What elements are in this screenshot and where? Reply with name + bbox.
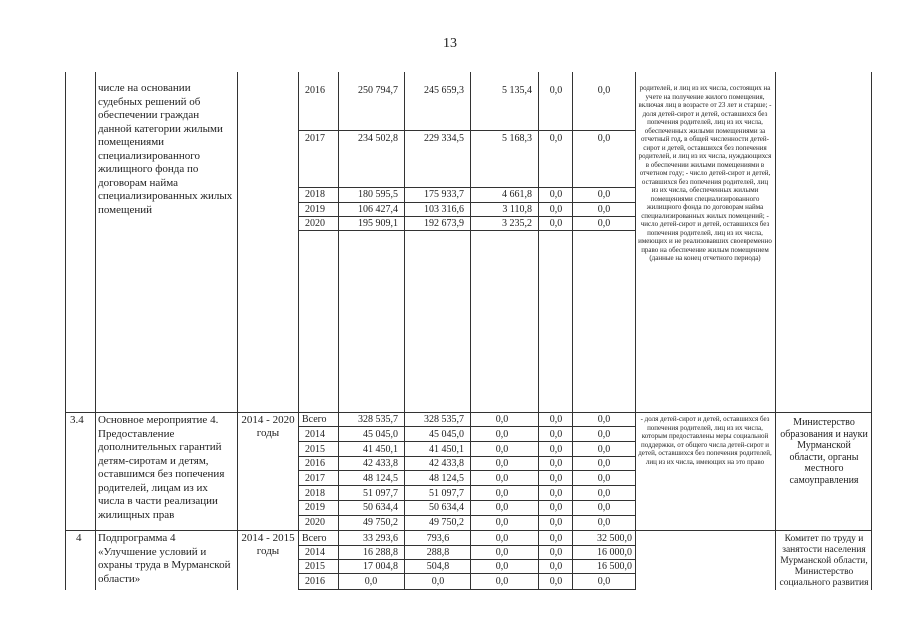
column-divider (775, 72, 776, 590)
regional-budget-cell: 103 316,6 (424, 204, 464, 215)
column-divider (470, 72, 471, 590)
regional-budget-cell: 48 124,5 (429, 473, 464, 484)
total-cell: 50 634,4 (363, 502, 398, 513)
total-cell: 328 535,7 (358, 414, 398, 425)
responsible-executor: Комитет по труду и занятости населения Мурманской области, Министерство социального развития (779, 534, 869, 588)
year-cell: Всего (302, 414, 327, 425)
federal-budget-cell: 0,0 (495, 414, 509, 425)
column-divider (635, 72, 636, 590)
year-cell: 2015 (305, 561, 325, 572)
regional-budget-cell: 45 045,0 (429, 429, 464, 440)
local-budget-cell: 0,0 (549, 458, 563, 469)
table-border-bottom (298, 589, 635, 590)
subprogram-description: Подпрограмма 4 «Улучшение условий и охраны труда в Мурманской области» (98, 532, 231, 585)
federal-budget-cell: 0,0 (495, 458, 509, 469)
total-cell: 0,0 (364, 576, 378, 587)
other-sources-cell: 0,0 (597, 414, 611, 425)
row-divider (298, 559, 635, 560)
federal-budget-cell: 0,0 (495, 533, 509, 544)
year-cell: Всего (302, 533, 327, 544)
column-divider (572, 72, 573, 590)
federal-budget-cell: 0,0 (495, 502, 509, 513)
row-divider (298, 470, 635, 471)
regional-budget-cell: 229 334,5 (424, 133, 464, 144)
total-cell: 17 004,8 (363, 561, 398, 572)
federal-budget-cell: 0,0 (495, 576, 509, 587)
local-budget-cell: 0,0 (549, 517, 563, 528)
local-budget-cell: 0,0 (549, 414, 563, 425)
row-divider (298, 130, 635, 131)
other-sources-cell: 0,0 (597, 133, 611, 144)
row-divider (298, 485, 635, 486)
total-cell: 106 427,4 (358, 204, 398, 215)
column-divider (298, 72, 299, 590)
federal-budget-cell: 0,0 (495, 561, 509, 572)
local-budget-cell: 0,0 (549, 218, 563, 229)
section-divider (65, 530, 872, 531)
year-cell: 2020 (305, 218, 325, 229)
column-divider (237, 72, 238, 590)
row-divider (298, 441, 635, 442)
total-cell: 51 097,7 (363, 488, 398, 499)
year-cell: 2014 (305, 547, 325, 558)
regional-budget-cell: 793,6 (426, 533, 450, 544)
regional-budget-cell: 42 433,8 (429, 458, 464, 469)
row-divider (298, 573, 635, 574)
row-divider (298, 187, 635, 188)
regional-budget-cell: 504,8 (426, 561, 450, 572)
local-budget-cell: 0,0 (549, 502, 563, 513)
year-cell: 2017 (305, 133, 325, 144)
federal-budget-cell: 5 135,4 (502, 85, 532, 96)
total-cell: 234 502,8 (358, 133, 398, 144)
other-sources-cell: 0,0 (597, 473, 611, 484)
local-budget-cell: 0,0 (549, 444, 563, 455)
total-cell: 180 595,5 (358, 189, 398, 200)
year-cell: 2019 (305, 502, 325, 513)
local-budget-cell: 0,0 (549, 576, 563, 587)
federal-budget-cell: 3 110,8 (502, 204, 532, 215)
column-divider (404, 72, 405, 590)
row-number: 3.4 (70, 414, 84, 426)
federal-budget-cell: 0,0 (495, 444, 509, 455)
other-sources-cell: 0,0 (597, 204, 611, 215)
local-budget-cell: 0,0 (549, 473, 563, 484)
column-divider (538, 72, 539, 590)
regional-budget-cell: 0,0 (431, 576, 445, 587)
year-cell: 2020 (305, 517, 325, 528)
row-number: 4 (76, 532, 82, 544)
regional-budget-cell: 288,8 (426, 547, 450, 558)
regional-budget-cell: 245 659,3 (424, 85, 464, 96)
row-divider (298, 426, 635, 427)
total-cell: 250 794,7 (358, 85, 398, 96)
other-sources-cell: 0,0 (597, 218, 611, 229)
total-cell: 16 288,8 (363, 547, 398, 558)
year-cell: 2016 (305, 576, 325, 587)
year-cell: 2017 (305, 473, 325, 484)
local-budget-cell: 0,0 (549, 561, 563, 572)
total-cell: 49 750,2 (363, 517, 398, 528)
regional-budget-cell: 50 634,4 (429, 502, 464, 513)
year-cell: 2016 (305, 458, 325, 469)
year-cell: 2016 (305, 85, 325, 96)
federal-budget-cell: 0,0 (495, 429, 509, 440)
total-cell: 33 293,6 (363, 533, 398, 544)
local-budget-cell: 0,0 (549, 189, 563, 200)
federal-budget-cell: 0,0 (495, 547, 509, 558)
other-sources-cell: 0,0 (597, 85, 611, 96)
other-sources-cell: 0,0 (597, 458, 611, 469)
other-sources-cell: 16 000,0 (597, 547, 632, 558)
total-cell: 45 045,0 (363, 429, 398, 440)
local-budget-cell: 0,0 (549, 133, 563, 144)
regional-budget-cell: 192 673,9 (424, 218, 464, 229)
other-sources-cell: 32 500,0 (597, 533, 632, 544)
federal-budget-cell: 0,0 (495, 517, 509, 528)
other-sources-cell: 0,0 (597, 189, 611, 200)
federal-budget-cell: 5 168,3 (502, 133, 532, 144)
total-cell: 48 124,5 (363, 473, 398, 484)
column-divider (338, 72, 339, 590)
indicators-text: родителей, и лиц из их числа, состоящих на учете на получение жилого помещения, включая лиц в возрасте от 23 лет и старше; - доля детей-сирот и детей, оставшихся без попечения родителей, лиц из их числа, обеспеченных жилыми помещениями за отчетный год, в общей численности детей-сирот и детей, оставшихся без попечения родителей, и лиц из их числа, нуждающихся в обеспечении жилыми помещениями в отчетном году; - число детей-сирот и детей, оставшихся без попечения родителей, лиц из их числа, обеспеченных жилыми помещениями специализированного жилищного фонда по договорам найма специализированных жилых помещений; - число детей-сирот и детей, оставшихся без попечения родителей, лиц из их числа, имеющих и не реализовавших своевременно право на обеспечение жилым помещением (данные на конец отчетного периода) (638, 84, 772, 262)
federal-budget-cell: 4 661,8 (502, 189, 532, 200)
local-budget-cell: 0,0 (549, 85, 563, 96)
other-sources-cell: 16 500,0 (597, 561, 632, 572)
federal-budget-cell: 0,0 (495, 473, 509, 484)
regional-budget-cell: 41 450,1 (429, 444, 464, 455)
regional-budget-cell: 175 933,7 (424, 189, 464, 200)
measure-description: числе на основании судебных решений об обеспечении граждан данной категории жилыми помещениями специализированного жилищного фонда по договорам найма специализированных жилых помещений (98, 82, 233, 216)
other-sources-cell: 0,0 (597, 502, 611, 513)
row-divider (298, 456, 635, 457)
table-border-left (65, 72, 66, 590)
regional-budget-cell: 51 097,7 (429, 488, 464, 499)
row-divider (298, 230, 635, 231)
page-number: 13 (443, 36, 457, 51)
row-divider (298, 545, 635, 546)
local-budget-cell: 0,0 (549, 547, 563, 558)
year-cell: 2018 (305, 488, 325, 499)
row-divider (298, 216, 635, 217)
local-budget-cell: 0,0 (549, 488, 563, 499)
regional-budget-cell: 49 750,2 (429, 517, 464, 528)
year-cell: 2019 (305, 204, 325, 215)
other-sources-cell: 0,0 (597, 429, 611, 440)
measure-description: Основное мероприятие 4. Предоставление дополнительных гарантий детям-сиротам и детям, оставшимся без попечения родителей, лицам из их числа в части реализации жилищных прав (98, 414, 225, 521)
row-divider (298, 500, 635, 501)
local-budget-cell: 0,0 (549, 533, 563, 544)
other-sources-cell: 0,0 (597, 576, 611, 587)
column-divider (95, 72, 96, 590)
federal-budget-cell: 0,0 (495, 488, 509, 499)
year-cell: 2015 (305, 444, 325, 455)
row-divider (298, 202, 635, 203)
total-cell: 195 909,1 (358, 218, 398, 229)
row-divider (298, 515, 635, 516)
indicators-text: - доля детей-сирот и детей, оставшихся без попечения родителей, лиц из их числа, которым предоставлены меры социальной поддержки, от общего числа детей-сирот и детей, оставшихся без попечения родителей, лиц из их числа, имеющих на это право (638, 415, 772, 466)
local-budget-cell: 0,0 (549, 204, 563, 215)
year-cell: 2014 (305, 429, 325, 440)
total-cell: 41 450,1 (363, 444, 398, 455)
responsible-executor: Министерство образования и науки Мурманской области, органы местного самоуправления (780, 417, 868, 486)
total-cell: 42 433,8 (363, 458, 398, 469)
other-sources-cell: 0,0 (597, 444, 611, 455)
section-divider (65, 412, 872, 413)
year-cell: 2018 (305, 189, 325, 200)
federal-budget-cell: 3 235,2 (502, 218, 532, 229)
local-budget-cell: 0,0 (549, 429, 563, 440)
other-sources-cell: 0,0 (597, 488, 611, 499)
other-sources-cell: 0,0 (597, 517, 611, 528)
period-cell: 2014 - 2015 годы (241, 532, 295, 557)
regional-budget-cell: 328 535,7 (424, 414, 464, 425)
period-cell: 2014 - 2020 годы (241, 414, 295, 439)
table-border-right (871, 72, 872, 590)
